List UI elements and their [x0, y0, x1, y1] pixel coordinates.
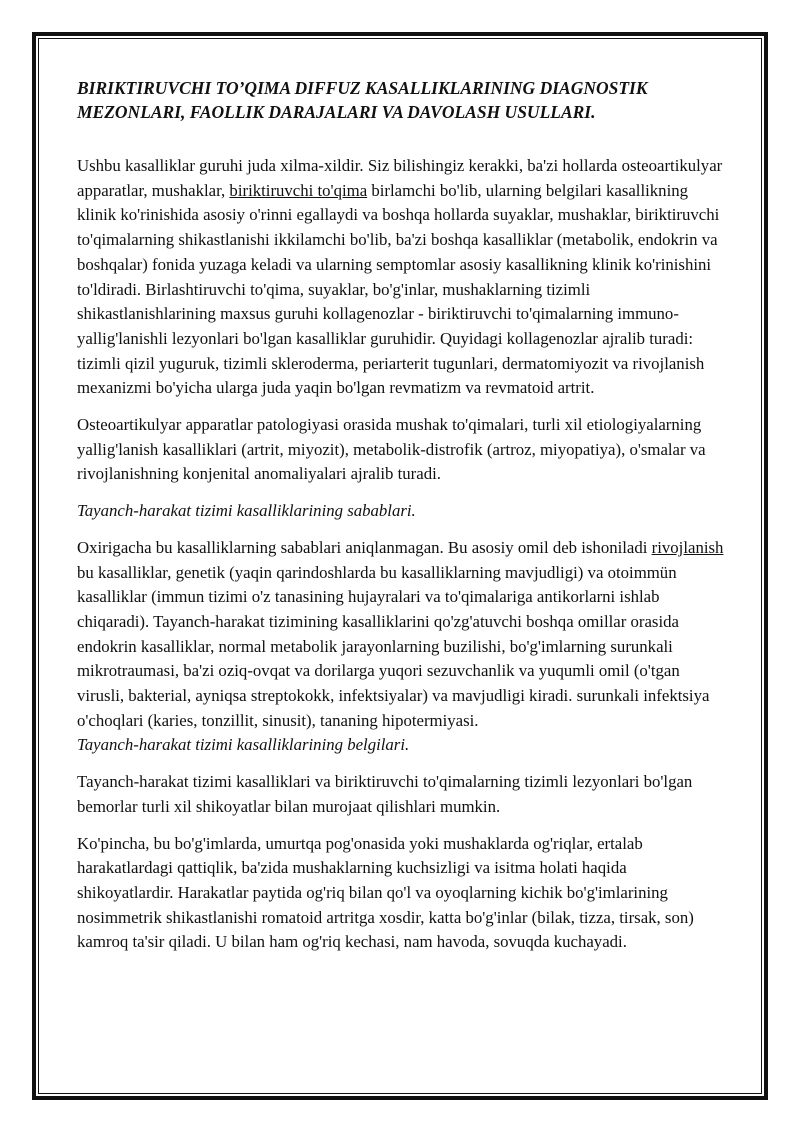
paragraph-causes-text-1: Oxirigacha bu kasalliklarning sabablari aniqlanmagan. Bu asosiy omil deb ishoniladi	[77, 537, 652, 557]
link-rivojlanish[interactable]: rivojlanish	[651, 537, 724, 557]
paragraph-intro-text-1: Ushbu kasalliklar guruhi juda xilma-xildir. Siz bilishingiz kerakki, ba'zi hollarda osteoartikulyar apparatlar, mushaklar,	[77, 156, 723, 200]
document-title: BIRIKTIRUVCHI TO’QIMA DIFFUZ KASALLIKLARINING DIAGNOSTIK MEZONLARI, FAOLLIK DARAJALARI VA DAVOLASH USULLARI.	[77, 78, 648, 122]
paragraph-intro	[77, 154, 727, 401]
paragraph-causes-text-2: bu kasalliklar, genetik (yaqin qarindoshlarda bu kasalliklarning mavjudligi) va otoimmün kasalliklar (immun tizimi o'z tanasining hujayralari va to'qimalariga antikorlarni ishlab chiqaradi). Tayanch-harakat tizimining kasalliklarini qo'zg'atuvchi boshqa omillar orasida endokrin kasalliklar, normal metabolik jarayonlarning buzilishi, bo'g'imlarning surunkali mikrotraumasi, ba'zi oziq-ovqat va dorilarga yuqori sezuvchanlik va yuqumli omil (o'tgan virusli, bakterial, ayniqsa streptokokk, infektsiyalar) va mavjudligi kiradi. surunkali infektsiya o'choqlari (karies, tonzillit, sinusit), tananing hipotermiyasi.	[77, 562, 710, 730]
paragraph-complaints: Tayanch-harakat tizimi kasalliklari va biriktiruvchi to'qimalarning tizimli lezyonlari bo'lgan bemorlar turli xil shikoyatlar bilan murojaat qilishlari mumkin.	[77, 772, 693, 816]
document-body	[77, 76, 727, 955]
paragraph-causes	[77, 536, 727, 734]
paragraph-symptoms: Ko'pincha, bu bo'g'imlarda, umurtqa pog'onasida yoki mushaklarda og'riqlar, ertalab harakatlardagi qattiqlik, ba'zida mushaklarning kuchsizligi va isitma holati haqida shikoyatlardir. Harakatlar paytida og'riq bilan qo'l va oyoqlarning kichik bo'g'imlarining nosimmetrik shikastlanishi romatoid artritga xosdir, katta bo'g'inlar (bilak, tizza, tirsak, son) kamroq ta'sir qiladi. U bilan ham og'riq kechasi, nam havoda, sovuqda kuchayadi.	[77, 833, 694, 952]
heading-causes: Tayanch-harakat tizimi kasalliklarining sabablari.	[77, 501, 416, 521]
paragraph-intro-text-2: birlamchi bo'lib, ularning belgilari kasallikning klinik ko'rinishida asosiy o'rinni egallaydi va boshqa hollarda suyaklar, mushaklar, biriktiruvchi to'qimalarning shikastlanishi ikkilamchi bo'lib, ba'zi boshqa kasalliklar (metabolik, endokrin va boshqalar) fonida yuzaga keladi va ularning semptomlar asosiy kasallikning klinik ko'rinishini to'ldiradi. Birlashtiruvchi to'qima, suyaklar, bo'g'inlar, mushaklarning tizimli shikastlanishlarining maxsus guruhi kollagenozlar - biriktiruvchi to'qimalarning immuno-yallig'lanishli lezyonlari bo'lgan kasalliklar guruhidir. Quyidagi kollagenozlar ajralib turadi: tizimli qizil yuguruk, tizimli skleroderma, periarterit tugunlari, dermatomiyozit va rivojlanish mexanizmi bo'yicha ularga juda yaqin bo'lgan revmatizm va revmatoid artrit.	[77, 180, 720, 398]
link-biriktiruvchi-toqima[interactable]: biriktiruvchi to'qima	[229, 180, 368, 200]
heading-signs: Tayanch-harakat tizimi kasalliklarining belgilari.	[77, 735, 410, 755]
paragraph-osteoarticular: Osteoartikulyar apparatlar patologiyasi orasida mushak to'qimalari, turli xil etiologiyalarning yallig'lanish kasalliklari (artrit, miyozit), metabolik-distrofik (artroz, miyopatiya), o'smalar va rivojlanishning konjenital anomaliyalari ajralib turadi.	[77, 415, 706, 484]
